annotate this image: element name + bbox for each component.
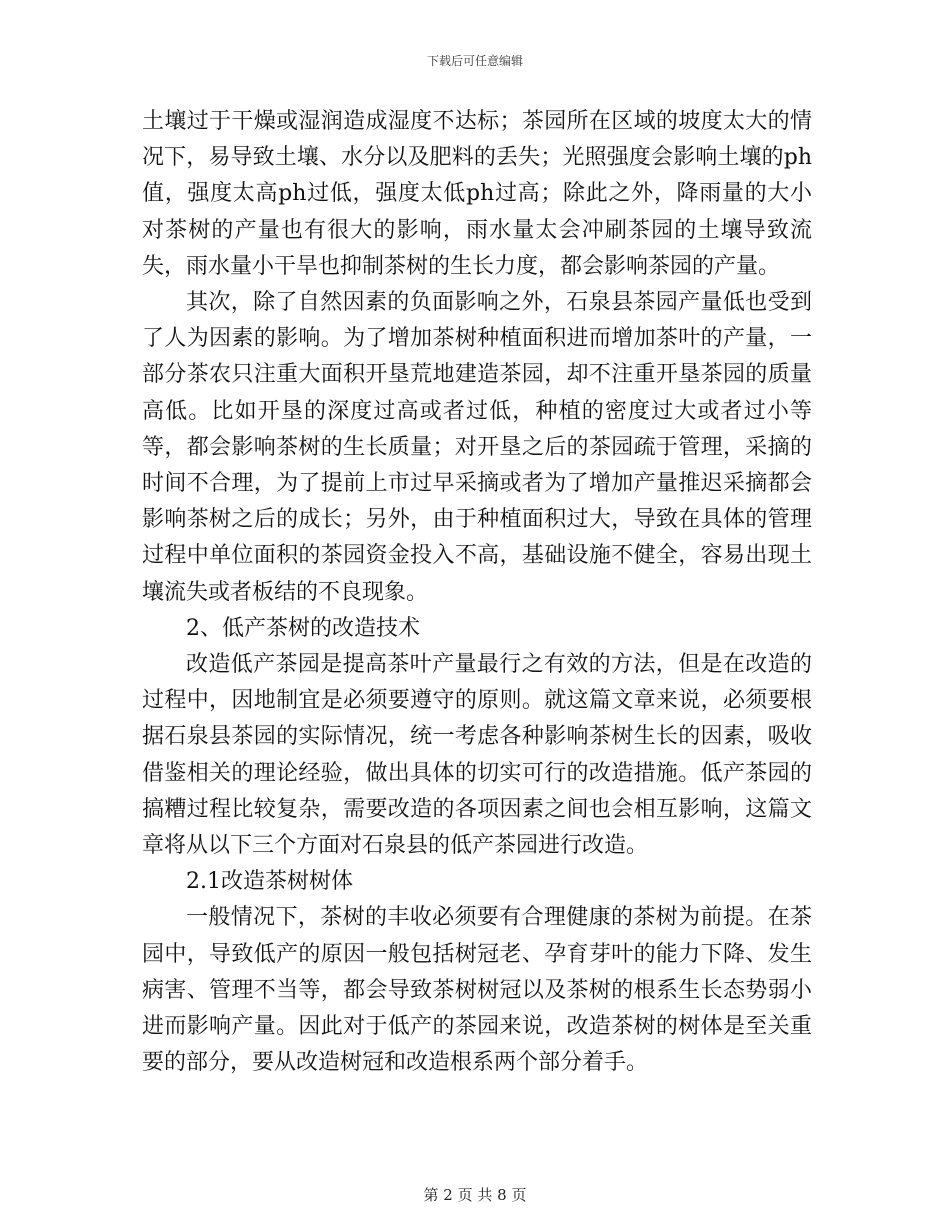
document-body	[142, 104, 812, 1081]
section-heading-2-1: 2.1改造茶树树体	[186, 869, 353, 895]
paragraph-renovation-intro: 改造低产茶园是提高茶叶产量最行之有效的方法，但是在改造的过程中，因地制宜是必须要遵守的原则。就这篇文章来说，必须要根据石泉县茶园的实际情况，统一考虑各种影响茶树生长的因素，吸收借鉴相关的理论经验，做出具体的切实可行的改造措施。低产茶园的搞糟过程比较复杂，需要改造的各项因素之间也会相互影响，这篇文章将从以下三个方面对石泉县的低产茶园进行改造。	[142, 652, 812, 859]
section-heading-2: 2、低产茶树的改造技术	[186, 615, 420, 641]
paragraph-continued: 土壤过于干燥或湿润造成湿度不达标；茶园所在区域的坡度太大的情况下，易导致土壤、水分以及肥料的丢失；光照强度会影响土壤的ph值，强度太高ph过低，强度太低ph过高；除此之外，降雨量的大小对茶树的产量也有很大的影响，雨水量太会冲刷茶园的土壤导致流失，雨水量小干旱也抑制茶树的生长力度，都会影响茶园的产量。	[142, 109, 812, 279]
page-number: 第 2 页 共 8 页	[423, 1186, 527, 1204]
paragraph-human-factors: 其次，除了自然因素的负面影响之外，石泉县茶园产量低也受到了人为因素的影响。为了增加茶树种植面积进而增加茶叶的产量，一部分茶农只注重大面积开垦荒地建造茶园，却不注重开垦茶园的质量高低。比如开垦的深度过高或者过低，种植的密度过大或者过小等等，都会影响茶树的生长质量；对开垦之后的茶园疏于管理，采摘的时间不合理，为了提前上市过早采摘或者为了增加产量推迟采摘都会影响茶树之后的成长；另外，由于种植面积过大，导致在具体的管理过程中单位面积的茶园资金投入不高，基础设施不健全，容易出现土壤流失或者板结的不良现象。	[142, 290, 812, 605]
page-header: 下载后可任意编辑	[426, 54, 523, 68]
paragraph-tree-renovation: 一般情况下，茶树的丰收必须要有合理健康的茶树为前提。在茶园中，导致低产的原因一般包括树冠老、孕育芽叶的能力下降、发生病害、管理不当等，都会导致茶树树冠以及茶树的根系生长态势弱小进而影响产量。因此对于低产的茶园来说，改造茶树的树体是至关重要的部分，要从改造树冠和改造根系两个部分着手。	[142, 905, 812, 1076]
